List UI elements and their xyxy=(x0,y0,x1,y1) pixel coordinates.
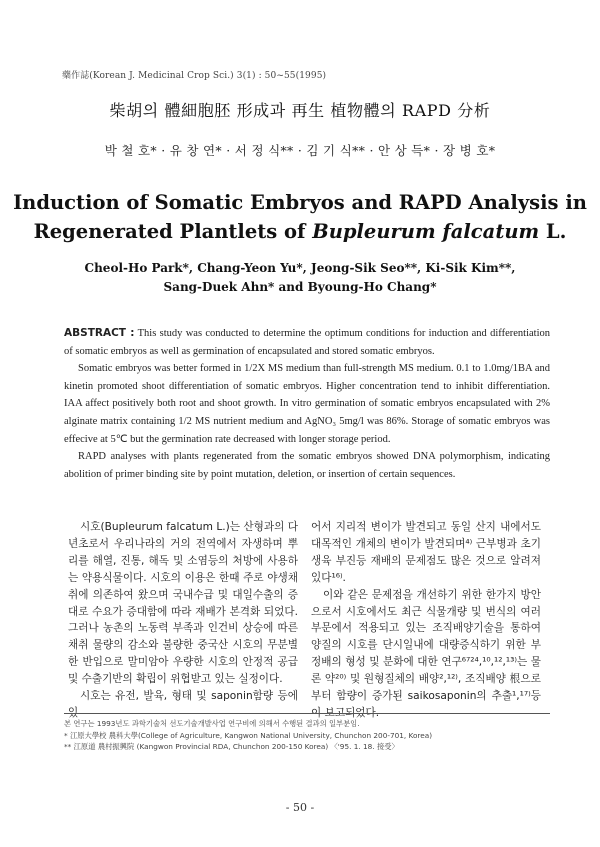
abstract-paragraph-2: Somatic embryos was better formed in 1/2X MS medium than full-strength MS medium. 0.1 to 1.0mg/1BA and kinetin promoted shoot differentiation of somatic embryos. Higher concentration tend to inhibit differentiation. IAA affect positively both root and shoot growth. In vitro germination of somatic embryos encapsulated with 2% alginate matrix containing 1/2 MS nutrient medium and AgNO₃ 5mg/l was 86%. Storage of somatic embryos was effecive at 5℃ but the germination rate decreased with longer storage period. xyxy=(64,363,550,445)
journal-citation: 藥作誌(Korean J. Medicinal Crop Sci.) 3(1) : 50~55(1995) xyxy=(62,71,327,81)
abstract-paragraph-1 xyxy=(64,325,550,360)
species-name: Bupleurum falcatum xyxy=(312,220,540,243)
english-title-line-1: Induction of Somatic Embryos and RAPD Analysis in xyxy=(13,191,587,214)
english-authors-line-1: Cheol-Ho Park*, Chang-Yeon Yu*, Jeong-Sik Seo**, Ki-Sik Kim**, xyxy=(84,261,516,275)
body-column-right xyxy=(311,519,541,722)
english-title-line-2 xyxy=(0,217,600,246)
page-number: - 50 - xyxy=(285,801,315,814)
body-right-paragraph-2: 이와 같은 문제점을 개선하기 위한 한가지 방안으로서 시호에서도 최근 식물개량 및 번식의 여러 부문에서 적용되고 있는 조직배양기술을 통하여 양질의 시호를 단시일내에 대량증식하기 위한 부정배의 형성 및 분화에 대한 연구⁶⁷²⁴,¹⁰,¹²,¹³⁾는 물론 약²⁰⁾ 및 원형질체의 배양²,¹²⁾, 조직배양 根으로부터 함량이 증가된 saikosaponin의 추출¹,¹⁷⁾등이 보고되었다. xyxy=(311,588,541,719)
english-title xyxy=(0,188,600,246)
body-right-paragraph-1: 어서 지리적 변이가 발견되고 동일 산지 내에서도 대목적인 개체의 변이가 발견되며⁴⁾ 근부병과 초기 생육 부진등 재배의 문제점도 많은 것으로 알려져 있다¹⁶⁾. xyxy=(311,521,541,584)
english-authors xyxy=(0,259,600,297)
abstract xyxy=(64,325,550,483)
footnote-funding: 본 연구는 1993년도 과학기술처 선도기술개발사업 연구비에 의해서 수행된 결과의 일부분임. xyxy=(64,719,360,728)
abstract-p1-text: This study was conducted to determine the optimum conditions for induction and differentiation of somatic embryos as well as germination of encapsulated and stored somatic embryos. xyxy=(64,328,550,357)
footnote-affiliation-1: * 江原大學校 農科大學(College of Agriculture, Kangwon National University, Chunchon 200-701, Korea) xyxy=(64,730,433,740)
english-title-suffix: L. xyxy=(539,220,567,243)
body-left-paragraph-1: 시호(Bupleurum falcatum L.)는 산형과의 다년초로서 우리나라의 거의 전역에서 자생하며 뿌리를 해열, 진통, 해독 및 소염등의 처방에 사용하는 약용식물이다. 시호의 이용은 한때 주로 야생채취에 의존하여 왔으며 국내수급 및 대일수출의 증대로 수요가 증대함에 따라 재배가 본격화 되었다. 그러나 농촌의 노동력 부족과 인건비 상승에 따른 채취 물량의 감소와 불량한 중국산 시호의 무분별한 반입으로 말미암아 우량한 시호의 안정적 공급 및 수출기반의 확립이 위협받고 있는 실정이다. xyxy=(68,521,298,686)
abstract-paragraph-3: RAPD analyses with plants regenerated from the somatic embryos showed DNA polymorphism, indicating abolition of primer binding site by point mutation, deletion, or insertion of certain sequences. xyxy=(64,451,550,480)
abstract-label: ABSTRACT : xyxy=(64,327,135,339)
footnotes xyxy=(64,718,550,753)
english-authors-line-2: Sang-Duek Ahn* and Byoung-Ho Chang* xyxy=(163,280,437,294)
footnote-divider xyxy=(64,713,550,714)
footnote-affiliation-2: ** 江原道 農村振興院 (Kangwon Provincial RDA, Chunchon 200-150 Korea) 〈'95. 1. 18. 接受〉 xyxy=(64,742,399,751)
body-left-paragraph-2: 시호는 유전, 발육, 형태 및 saponin함량 등에 있 xyxy=(68,690,298,719)
korean-authors: 박 철 호* · 유 창 연* · 서 정 식** · 김 기 식** · 안 상 득* · 장 병 호* xyxy=(104,143,496,158)
english-title-prefix: Regenerated Plantlets of xyxy=(33,220,313,243)
korean-title: 柴胡의 體細胞胚 形成과 再生 植物體의 RAPD 分析 xyxy=(109,101,491,120)
body-column-left xyxy=(68,519,298,722)
